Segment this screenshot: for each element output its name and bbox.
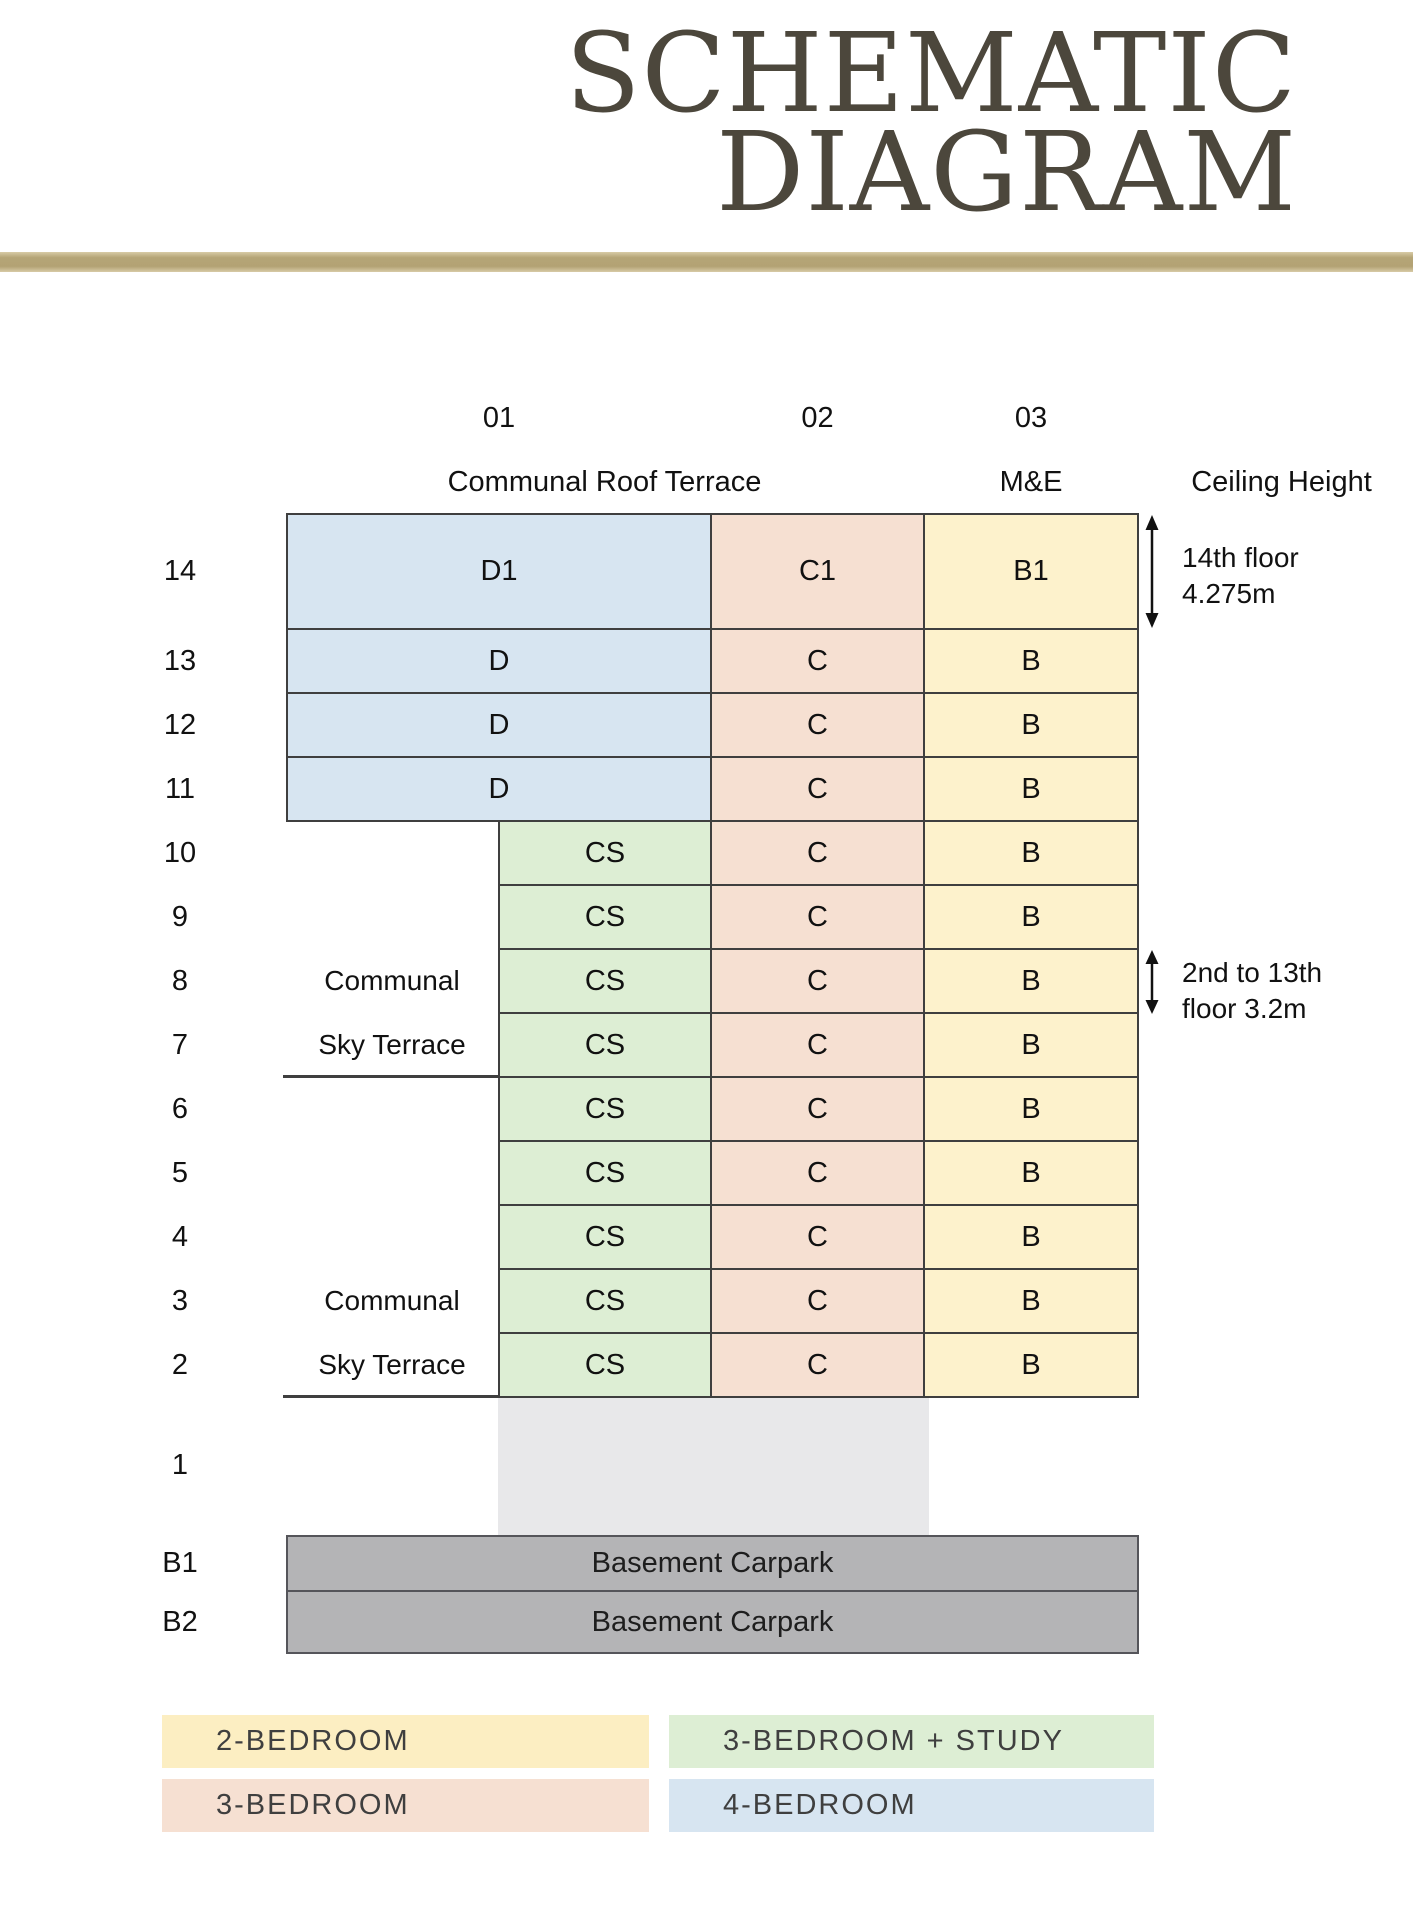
cell-floor7-unit-b: B <box>923 1012 1139 1078</box>
sky-terrace-lower-underline <box>283 1395 500 1398</box>
legend-3-bedroom: 3-BEDROOM <box>162 1779 649 1832</box>
ceiling-height-label: Ceiling Height <box>1191 465 1372 498</box>
floor-label-11: 11 <box>164 772 196 805</box>
floor-label-5: 5 <box>171 1156 189 1189</box>
floor-label-6: 6 <box>171 1092 189 1125</box>
page-title-line1: SCHEMATIC <box>565 9 1297 137</box>
cell-floor5-unit-cs: CS <box>498 1140 712 1206</box>
floor-label-3: 3 <box>171 1284 189 1317</box>
cell-floor7-unit-c: C <box>710 1012 925 1078</box>
cell-floor7-unit-cs: CS <box>498 1012 712 1078</box>
floor-label-4: 4 <box>171 1220 189 1253</box>
sky-terrace-lower-line1: Communal <box>324 1285 460 1316</box>
ceiling-note-14th-floor-line1: 14th floor <box>1182 542 1299 573</box>
cell-floor14-unit-b1: B1 <box>923 513 1139 630</box>
sky-terrace-upper-line1: Communal <box>324 965 460 996</box>
floor-label-b2: B2 <box>162 1605 198 1638</box>
cell-floor6-unit-b: B <box>923 1076 1139 1142</box>
cell-floor10-unit-b: B <box>923 820 1139 886</box>
legend-2-bedroom: 2-BEDROOM <box>162 1715 649 1768</box>
cell-floor4-unit-cs: CS <box>498 1204 712 1270</box>
me-label: M&E <box>999 465 1063 498</box>
cell-floor4-unit-c: C <box>710 1204 925 1270</box>
floor-label-10: 10 <box>163 836 197 869</box>
floor-label-13: 13 <box>163 644 197 677</box>
gold-divider-bar <box>0 252 1413 272</box>
floor-label-1: 1 <box>171 1449 189 1481</box>
basement-b1-box: Basement Carpark <box>286 1535 1139 1592</box>
cell-floor10-unit-c: C <box>710 820 925 886</box>
floor1-core-shaft <box>498 1398 929 1535</box>
floor-label-b1: B1 <box>162 1547 198 1579</box>
floor-label-7: 7 <box>171 1028 189 1061</box>
ceiling-note-2nd-13th-floor <box>1182 955 1322 1028</box>
page-title-line2: DIAGRAM <box>716 108 1297 236</box>
ceiling-arrow-14th-floor <box>1141 514 1163 629</box>
floor-label-12: 12 <box>163 708 197 741</box>
cell-floor11-unit-c: C <box>710 756 925 822</box>
cell-floor13-unit-c: C <box>710 628 925 694</box>
cell-floor6-unit-cs: CS <box>498 1076 712 1142</box>
column-header-01: 01 <box>482 401 516 434</box>
page-title <box>565 9 1297 236</box>
column-header-03: 03 <box>1014 401 1048 434</box>
cell-floor13-unit-d: D <box>286 628 712 694</box>
cell-floor4-unit-b: B <box>923 1204 1139 1270</box>
sky-terrace-upper-line2: Sky Terrace <box>318 1029 466 1060</box>
cell-floor11-unit-d: D <box>286 756 712 822</box>
cell-floor14-unit-d1: D1 <box>286 513 712 630</box>
cell-floor9-unit-cs: CS <box>498 884 712 950</box>
cell-floor2-unit-cs: CS <box>498 1332 712 1398</box>
cell-floor5-unit-c: C <box>710 1140 925 1206</box>
cell-floor13-unit-b: B <box>923 628 1139 694</box>
cell-floor9-unit-c: C <box>710 884 925 950</box>
cell-floor9-unit-b: B <box>923 884 1139 950</box>
floor-label-8: 8 <box>171 964 189 997</box>
floor-label-2: 2 <box>171 1348 189 1381</box>
floor-label-14: 14 <box>163 555 197 587</box>
ceiling-arrow-2nd-13th-floor <box>1141 949 1163 1015</box>
cell-floor5-unit-b: B <box>923 1140 1139 1206</box>
cell-floor12-unit-d: D <box>286 692 712 758</box>
legend-3-bedroom-study: 3-BEDROOM + STUDY <box>669 1715 1154 1768</box>
cell-floor8-unit-b: B <box>923 948 1139 1014</box>
legend-4-bedroom: 4-BEDROOM <box>669 1779 1154 1832</box>
cell-floor3-unit-b: B <box>923 1268 1139 1334</box>
sky-terrace-lower-line2: Sky Terrace <box>318 1349 466 1380</box>
ceiling-note-2nd-13th-floor-line2: floor 3.2m <box>1182 993 1307 1025</box>
cell-floor3-unit-c: C <box>710 1268 925 1334</box>
cell-floor10-unit-cs: CS <box>498 820 712 886</box>
cell-floor11-unit-b: B <box>923 756 1139 822</box>
floor-label-9: 9 <box>171 900 189 933</box>
cell-floor12-unit-c: C <box>710 692 925 758</box>
ceiling-note-14th-floor <box>1182 540 1299 613</box>
ceiling-note-2nd-13th-floor-line1: 2nd to 13th <box>1182 957 1323 988</box>
column-header-02: 02 <box>801 401 834 434</box>
cell-floor8-unit-cs: CS <box>498 948 712 1014</box>
ceiling-note-14th-floor-line2: 4.275m <box>1182 578 1276 610</box>
communal-roof-terrace-label: Communal Roof Terrace <box>447 465 762 498</box>
cell-floor8-unit-c: C <box>710 948 925 1014</box>
cell-floor14-unit-c1: C1 <box>710 513 925 630</box>
sky-terrace-upper-underline <box>283 1075 500 1078</box>
cell-floor12-unit-b: B <box>923 692 1139 758</box>
basement-b2-box: Basement Carpark <box>286 1590 1139 1654</box>
cell-floor2-unit-c: C <box>710 1332 925 1398</box>
cell-floor6-unit-c: C <box>710 1076 925 1142</box>
cell-floor2-unit-b: B <box>923 1332 1139 1398</box>
cell-floor3-unit-cs: CS <box>498 1268 712 1334</box>
